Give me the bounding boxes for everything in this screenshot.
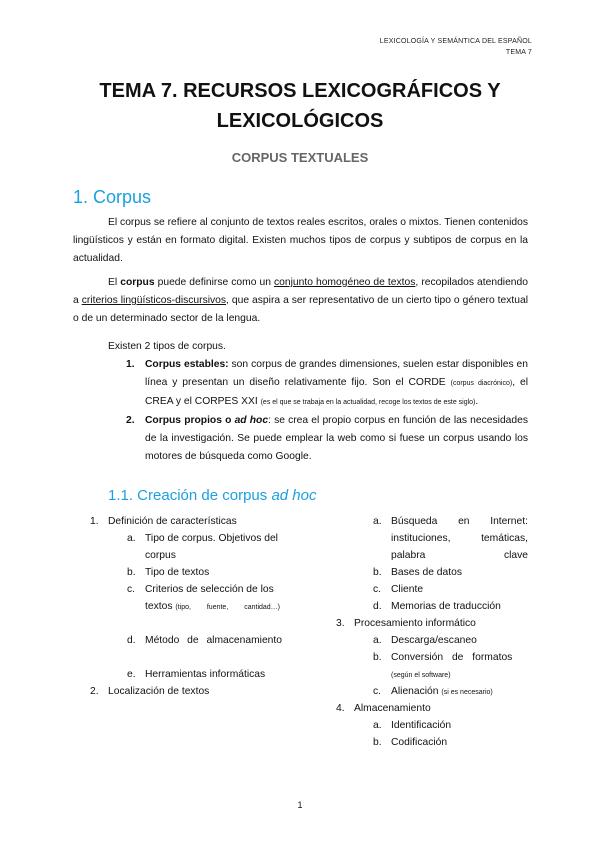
list-number: 1.	[90, 516, 99, 527]
list-marker: a.	[373, 720, 382, 731]
heading-italic: ad hoc	[271, 487, 317, 504]
substep-2a-text: Búsqueda en Internet: instituciones, temáticas, palabra clave	[391, 516, 528, 561]
text-fragment: puede definirse como un	[154, 277, 274, 288]
creation-steps-right-column	[336, 513, 536, 753]
list-number: 1.	[126, 359, 135, 370]
list-marker: c.	[373, 686, 382, 697]
small-note: (tipo, fuente, cantidad…)	[175, 604, 281, 611]
substep-1e-text: Herramientas informáticas	[145, 669, 266, 680]
creation-steps-left-column	[90, 513, 290, 713]
step-label: Localización de textos	[108, 686, 210, 697]
subsection-heading-creation	[108, 487, 316, 504]
substep-4a-text: Identificación	[391, 720, 452, 731]
page-number: 1	[297, 800, 303, 810]
text-fragment: , recopilados atendiendo a	[73, 277, 528, 306]
step-label: Almacenamiento	[354, 703, 431, 714]
list-marker: d.	[127, 635, 136, 646]
text-fragment: : se crea el propio corpus en función de las necesidades de la investigación. Se puede emplear la web como si fuese un corpus usando los motores de búsqueda como Google.	[145, 415, 529, 462]
list-number: 3.	[336, 618, 345, 629]
substep-3c	[391, 683, 493, 701]
step-3	[336, 615, 476, 632]
list-number: 2.	[90, 686, 99, 697]
small-note: (es el que se trabaja en la actualidad, recoge los textos de este siglo)	[260, 399, 476, 406]
text-fragment: , que aspira a ser representativo de un cierto tipo o género textual o de un determinado sector de la lengua.	[73, 295, 529, 324]
substep-2b-text: Bases de datos	[391, 567, 462, 578]
list-marker: b.	[127, 567, 136, 578]
substep-2c-text: Cliente	[391, 584, 424, 595]
list-item-stable-corpus	[126, 356, 528, 412]
text-fragment: El	[108, 277, 121, 288]
corpus-types-list	[126, 356, 528, 466]
substep-1a	[127, 530, 136, 547]
bold-italic-term: ad hoc	[234, 415, 269, 426]
running-header	[380, 36, 532, 58]
list-number: 2.	[126, 415, 135, 426]
list-marker: a.	[373, 516, 382, 527]
list-marker: b.	[373, 652, 382, 663]
substep-3a-text: Descarga/escaneo	[391, 635, 477, 646]
substep-3b	[391, 649, 528, 684]
list-marker: e.	[127, 669, 136, 680]
header-topic: TEMA 7	[505, 49, 532, 56]
list-marker: a.	[127, 533, 136, 544]
list-marker: c.	[127, 584, 136, 595]
text-fragment: , el CREA y el CORPES XXI	[145, 377, 528, 407]
header-course: LEXICOLOGÍA Y SEMÁNTICA DEL ESPAÑOL	[379, 38, 532, 45]
page-title	[40, 76, 560, 136]
underlined-term: conjunto homogéneo de textos	[274, 277, 416, 288]
bold-term: corpus	[120, 277, 155, 288]
paragraph-definition	[73, 214, 528, 268]
text-fragment: .	[475, 396, 479, 407]
title-line-1: TEMA 7. RECURSOS LEXICOGRÁFICOS Y	[99, 80, 501, 102]
list-item-own-corpus	[126, 412, 528, 466]
small-note: (corpus diacrónico)	[450, 380, 513, 387]
heading-text: 1.1. Creación de corpus	[108, 487, 272, 504]
bold-term: Corpus estables:	[145, 359, 229, 370]
section-heading-corpus: 1. Corpus	[73, 187, 152, 207]
list-number: 4.	[336, 703, 345, 714]
text-fragment: son corpus de grandes dimensiones, suelen estar disponibles en línea y presentan un diseño relativamente fijo. Son el CORDE	[145, 359, 528, 388]
small-note: (si es necesario)	[441, 689, 493, 696]
step-4	[336, 700, 431, 717]
bold-term: Corpus propios o	[145, 415, 235, 426]
step-1	[90, 513, 237, 530]
substep-1a-text: Tipo de corpus. Objetivos del corpus	[145, 533, 278, 561]
small-note: (según el software)	[391, 672, 451, 679]
page-subtitle: CORPUS TEXTUALES	[231, 150, 369, 165]
underlined-term: criterios lingüísticos-discursivos	[81, 295, 227, 306]
paragraph-definition-text: El corpus se refiere al conjunto de textos reales escritos, orales o mixtos. Tienen contenidos lingüísticos y están en formato digital. Existen muchos tipos de corpus y subtipos de corpus en la actualidad.	[73, 217, 528, 264]
step-2	[90, 683, 210, 700]
substep-1b-text: Tipo de textos	[145, 567, 210, 578]
list-marker: b.	[373, 567, 382, 578]
list-marker: a.	[373, 635, 382, 646]
substep-4b-text: Codificación	[391, 737, 448, 748]
substep-1c	[145, 581, 282, 616]
types-intro: Existen 2 tipos de corpus.	[108, 341, 226, 352]
substep-2d-text: Memorias de traducción	[391, 601, 501, 612]
step-label: Procesamiento informático	[354, 618, 476, 629]
list-marker: b.	[373, 737, 382, 748]
substep-3c-text: Alienación	[391, 686, 439, 697]
substep-3b-text: Conversión de formatos	[391, 652, 513, 663]
paragraph-corpus-definition	[73, 274, 528, 328]
step-label: Definición de características	[108, 516, 237, 527]
list-marker: c.	[373, 584, 382, 595]
title-line-2: LEXICOLÓGICOS	[216, 110, 384, 132]
substep-1c-text: Criterios de selección de los textos	[145, 584, 274, 612]
substep-1d-text: Método de almacenamiento	[145, 635, 282, 646]
list-marker: d.	[373, 601, 382, 612]
